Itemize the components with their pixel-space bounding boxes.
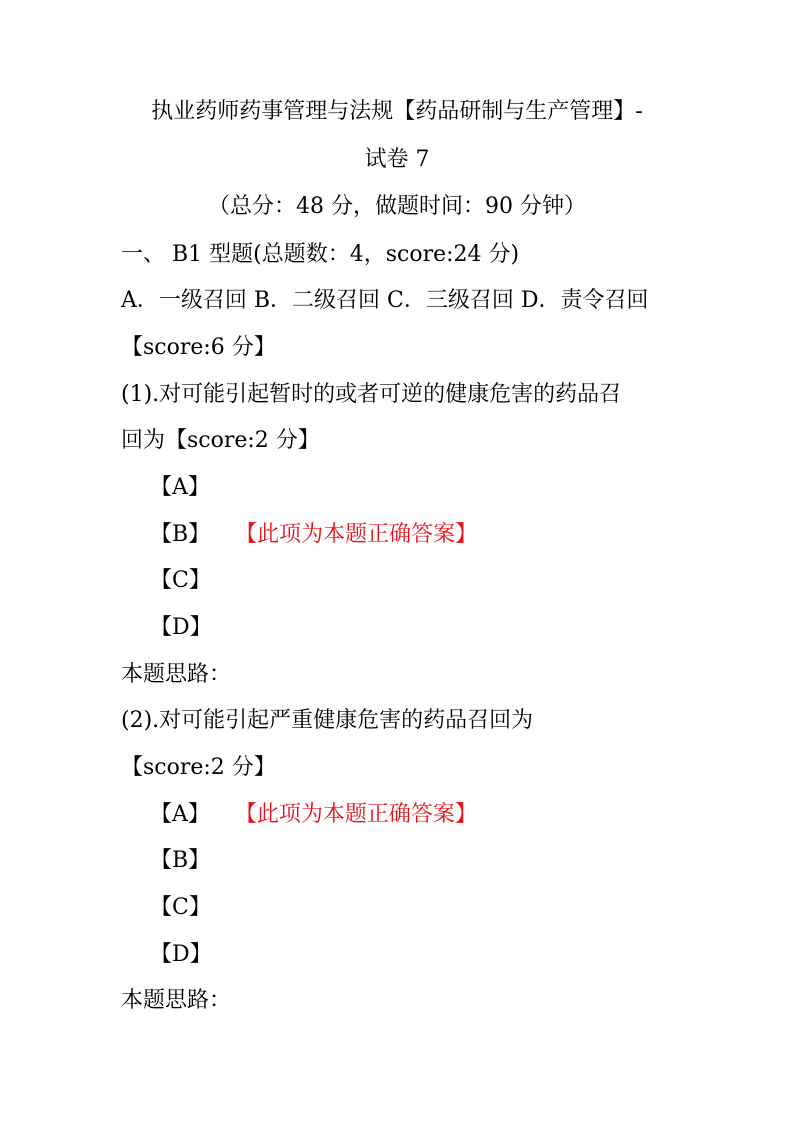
question-2-option-a[interactable]: [150, 800, 477, 830]
question-1-option-c[interactable]: 【C】: [150, 568, 211, 593]
choices-line: A．一级召回 B．二级召回 C．三级召回 D．责令召回: [121, 288, 649, 313]
title-line-1: 执业药师药事管理与法规【药品研制与生产管理】-: [151, 99, 643, 124]
question-1-option-d[interactable]: 【D】: [150, 615, 212, 640]
question-1-text-line-1: (1).对可能引起暂时的或者可逆的健康危害的药品召: [121, 382, 622, 407]
title-line-2: 试卷 7: [364, 147, 430, 172]
question-1-option-b-label: 【B】: [150, 522, 211, 547]
question-1-correct-answer-note: 【此项为本题正确答案】: [246, 522, 478, 547]
question-1-analysis-label: 本题思路：: [121, 662, 232, 687]
question-2-option-d[interactable]: 【D】: [150, 942, 212, 967]
question-2-correct-answer-note: 【此项为本题正确答案】: [245, 802, 477, 827]
question-2-text-line-2: 【score:2 分】: [121, 755, 276, 780]
question-2-option-a-label: 【A】: [150, 802, 210, 827]
question-1-text-line-2: 回为【score:2 分】: [121, 428, 320, 453]
question-1-option-a[interactable]: 【A】: [150, 475, 210, 500]
question-1-option-b[interactable]: [150, 520, 477, 550]
question-2-option-b[interactable]: 【B】: [150, 848, 211, 873]
exam-summary: （总分：48 分，做题时间：90 分钟）: [208, 194, 586, 219]
question-2-option-c[interactable]: 【C】: [150, 895, 211, 920]
question-2-text-line-1: (2).对可能引起严重健康危害的药品召回为: [121, 708, 534, 733]
section-heading: 一、 B1 型题(总题数：4，score:24 分): [121, 242, 520, 267]
question-2-analysis-label: 本题思路：: [121, 988, 232, 1013]
group-score: 【score:6 分】: [121, 335, 276, 360]
